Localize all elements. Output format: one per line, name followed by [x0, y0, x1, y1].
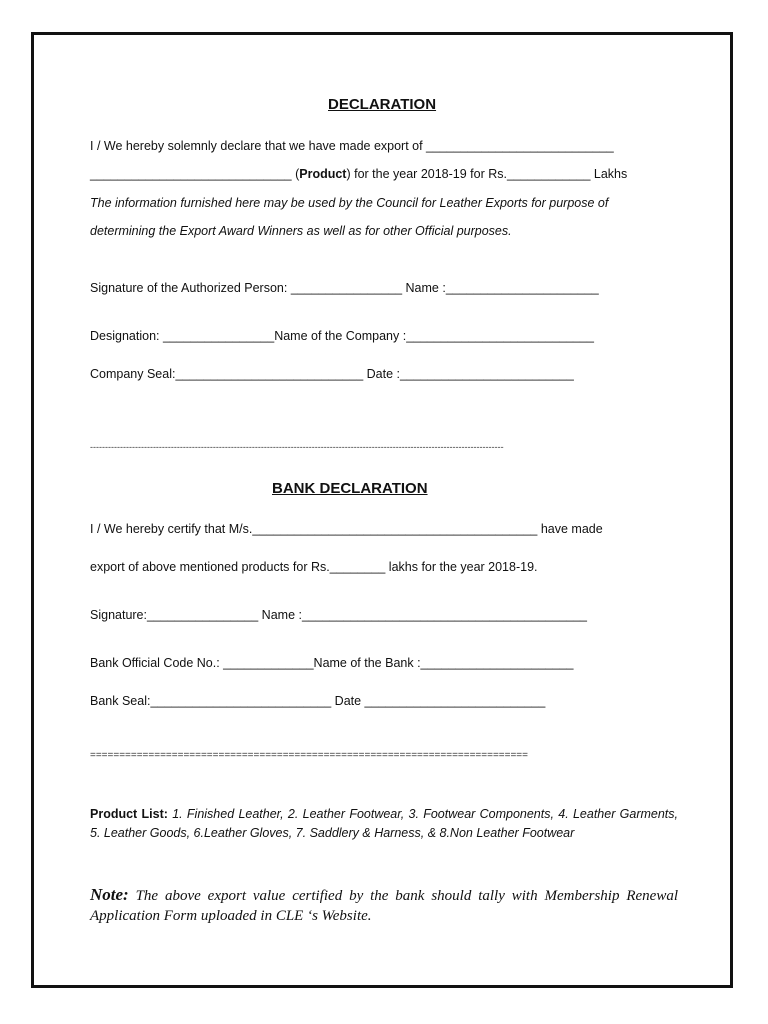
bank-signature-line: Signature:________________ Name :_________________________________________	[90, 608, 588, 622]
bank-code-line: Bank Official Code No.: _____________Name of the Bank :______________________	[90, 656, 574, 670]
note-label: Note:	[90, 885, 129, 904]
declaration-line-4: determining the Export Award Winners as well as for other Official purposes.	[90, 224, 512, 238]
declaration-title: DECLARATION	[328, 96, 437, 113]
bank-seal-line: Bank Seal:__________________________ Date __________________________	[90, 694, 546, 708]
note-text: The above export value certified by the bank should tally with Membership Renewal Application Form uploaded in CLE ‘s Website.	[90, 888, 678, 924]
designation-line: Designation: ________________Name of the Company :___________________________	[90, 329, 594, 343]
product-list	[90, 805, 678, 843]
product-label: Product	[299, 167, 347, 181]
declaration-line-2: _____________________________ (Product) for the year 2018-19 for Rs.____________ Lakhs	[90, 167, 628, 181]
bank-declaration-title: BANK DECLARATION	[272, 480, 428, 497]
bank-line-1: I / We hereby certify that M/s._________________________________________ have made	[90, 522, 603, 536]
equals-separator: ===========================================================================	[90, 750, 528, 761]
authorized-signature-line: Signature of the Authorized Person: ________________ Name :______________________	[90, 281, 599, 295]
declaration-line-1: I / We hereby solemnly declare that we have made export of ___________________________	[90, 139, 614, 153]
bank-line-2: export of above mentioned products for Rs.________ lakhs for the year 2018-19.	[90, 560, 538, 574]
company-seal-line: Company Seal:___________________________ Date :_________________________	[90, 367, 574, 381]
year-amount-text: ) for the year 2018-19 for Rs.____________ Lakhs	[346, 167, 628, 181]
product-blank: _____________________________	[90, 167, 292, 181]
dashed-separator: ------------------------------------------------------------------------------------------------------------------------------------------	[90, 442, 504, 452]
product-list-label: Product List:	[90, 807, 168, 821]
product-list-text: 1. Finished Leather, 2. Leather Footwear, 3. Footwear Components, 4. Leather Garments, 5. Leather Goods, 6.Leather Gloves, 7. Saddlery & Harness, & 8.Non Leather Footwear	[90, 807, 678, 840]
declaration-line-3: The information furnished here may be used by the Council for Leather Exports for purpose of	[90, 196, 609, 210]
note	[90, 885, 678, 926]
